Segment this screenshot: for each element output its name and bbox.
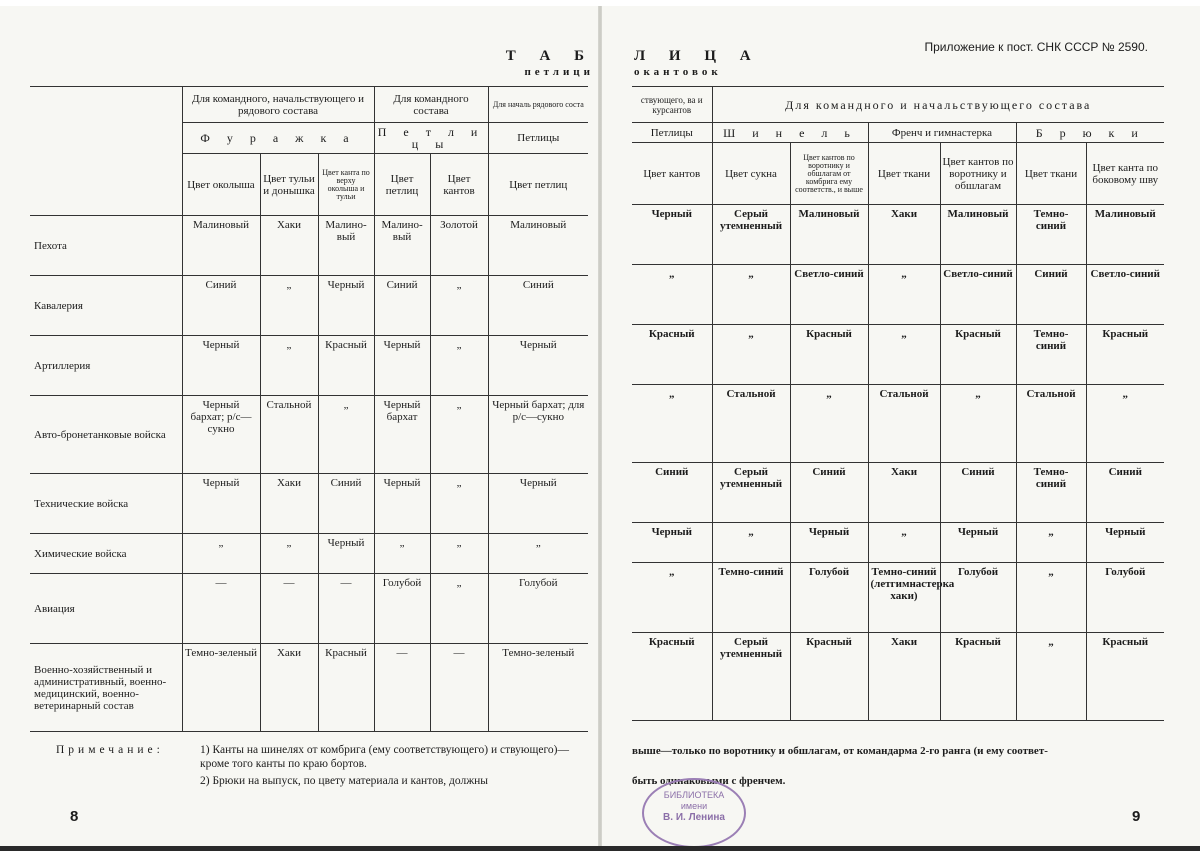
note-1-continued: выше—только по воротнику и обшлагам, от командарма 2-го ранга (и ему соответ- — [632, 745, 1048, 757]
right-page — [602, 6, 1200, 846]
col-kantov-r: Цвет кантов — [632, 143, 712, 205]
col-kant: Цвет канта по верху околыша и тульи — [318, 154, 374, 216]
col-tulya: Цвет тульи и донышка — [260, 154, 318, 216]
table-row: Пехота Малиновый Хаки Малино-вый Малино-вый Золотой Малиновый — [30, 216, 588, 276]
table-row: Артиллерия Черный „ Красный Черный „ Черный — [30, 336, 588, 396]
header-petlitsy: П е т л и ц ы — [374, 123, 488, 154]
table-row: Технические войска Черный Хаки Синий Черный „ Черный — [30, 474, 588, 534]
col-kant-vorot: Цвет кантов по воротнику и обшлагам от комбрига ему соответств., и выше — [790, 143, 868, 205]
col-tkani: Цвет ткани — [868, 143, 940, 205]
header-empty — [30, 87, 182, 216]
insignia-table-right — [632, 86, 1164, 721]
note-2-continued: быть одинаковыми с френчем. — [632, 775, 786, 787]
header-petlitsy2: Петлицы — [488, 123, 588, 154]
table-row: „ Стальной „ Стальной „ Стальной „ — [632, 385, 1164, 463]
header-shinel: Ш и н е л ь — [712, 123, 868, 143]
table-row: Военно-хозяйственный и административный, военно-медицинский, военно-ветеринарный состав Темно-зеленый Хаки Красный — — Темно-зеленый — [30, 644, 588, 732]
table-row: „ Темно-синий Голубой Темно-синий (летгимнастерка хаки) Голубой „ Голубой — [632, 563, 1164, 633]
header-group-main: Для командного и начальствующего состава — [712, 87, 1164, 123]
col-tkani2: Цвет ткани — [1016, 143, 1086, 205]
table-row: Черный „ Черный „ Черный „ Черный — [632, 523, 1164, 563]
header-petlitsy-r: Петлицы — [632, 123, 712, 143]
table-row: Черный Серый утемненный Малиновый Хаки Малиновый Темно-синий Малиновый — [632, 205, 1164, 265]
page-number-left: 8 — [70, 808, 79, 825]
table-row: Авиация — — — Голубой „ Голубой — [30, 574, 588, 644]
library-stamp: БИБЛИОТЕКА имени В. И. Ленина — [642, 778, 746, 846]
note-heading: Примечание: — [56, 744, 164, 756]
table-row: Химические войска „ „ Черный „ „ „ — [30, 534, 588, 574]
header-bryuki: Б р ю к и — [1016, 123, 1164, 143]
left-page-title: Т А Б петлици — [505, 48, 594, 78]
note-2: 2) Брюки на выпуск, по цвету материала и кантов, должны — [200, 775, 489, 787]
col-petlits: Цвет петлиц — [374, 154, 430, 216]
table-row: Кавалерия Синий „ Черный Синий „ Синий — [30, 276, 588, 336]
header-group2: Для командного состава — [374, 87, 488, 123]
table-row: „ „ Светло-синий „ Светло-синий Синий Светло-синий — [632, 265, 1164, 325]
appendix-caption: Приложение к пост. СНК СССР № 2590. — [924, 40, 1148, 54]
col-petlits2: Цвет петлиц — [488, 154, 588, 216]
bottom-edge — [0, 846, 1200, 851]
col-okolysh: Цвет околыша — [182, 154, 260, 216]
col-kantov-vorot: Цвет кантов по воротнику и обшлагам — [940, 143, 1016, 205]
header-left-group: ствующего, ва и курсантов — [632, 87, 712, 123]
header-group3: Для началь рядового соста — [488, 87, 588, 123]
header-french: Френч и гимнастерка — [868, 123, 1016, 143]
col-kanta-bok: Цвет канта по боковому шву — [1086, 143, 1164, 205]
table-row: Авто-бронетанковые войска Черный бархат; р/с—сукно Стальной „ Черный бархат „ Черный бархат; для р/с—сукно — [30, 396, 588, 474]
insignia-table-left — [30, 86, 588, 732]
col-sukna: Цвет сукна — [712, 143, 790, 205]
left-page — [0, 6, 598, 846]
table-row: Синий Серый утемненный Синий Хаки Синий Темно-синий Синий — [632, 463, 1164, 523]
page-number-right: 9 — [1132, 808, 1141, 825]
header-furazhka: Ф у р а ж к а — [182, 123, 374, 154]
note-1: 1) Канты на шинелях от комбрига (ему соответствующего) и ствующего)—кроме того канты по краю бортов. — [200, 744, 569, 770]
header-group1: Для командного, начальствующего и рядового состава — [182, 87, 374, 123]
table-row: Красный „ Красный „ Красный Темно-синий Красный — [632, 325, 1164, 385]
right-page-title: Л И Ц А окантовок — [634, 48, 761, 78]
col-kantov: Цвет кантов — [430, 154, 488, 216]
table-row: Красный Серый утемненный Красный Хаки Красный „ Красный — [632, 633, 1164, 721]
